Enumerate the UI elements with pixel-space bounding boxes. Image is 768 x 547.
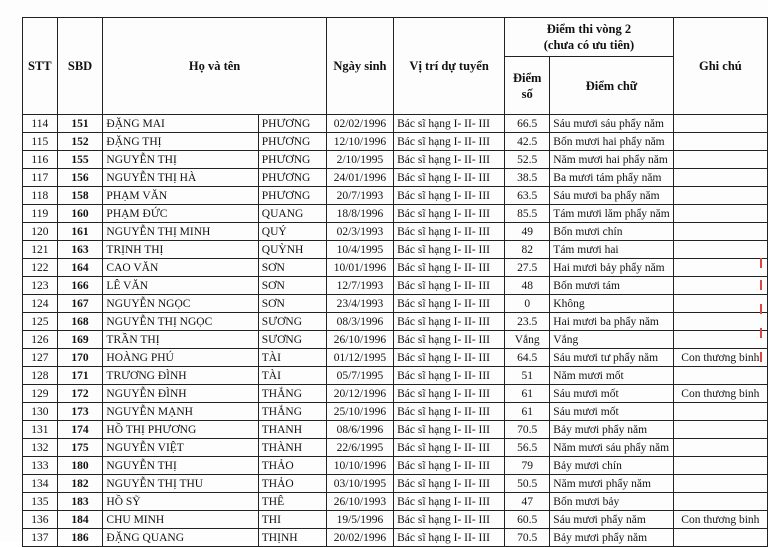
cell-dob: 20/12/1996 <box>326 385 393 403</box>
cell-score: 60.5 <box>505 511 550 529</box>
cell-note <box>673 151 767 169</box>
cell-note <box>673 475 767 493</box>
cell-position: Bác sĩ hạng I- II- III <box>394 475 505 493</box>
cell-first-name: PHƯƠNG <box>258 151 326 169</box>
cell-note <box>673 259 767 277</box>
cell-stt: 134 <box>23 475 58 493</box>
header-score <box>505 57 550 115</box>
table-row <box>23 331 768 349</box>
cell-position: Bác sĩ hạng I- II- III <box>394 403 505 421</box>
cell-score-words: Sáu mươi phẩy năm <box>550 511 673 529</box>
cell-dob: 26/10/1996 <box>326 331 393 349</box>
cell-last-name: HỒ THỊ PHƯƠNG <box>103 421 258 439</box>
cell-stt: 122 <box>23 259 58 277</box>
cell-note <box>673 313 767 331</box>
cell-stt: 127 <box>23 349 58 367</box>
cell-score-words: Bốn mươi bảy <box>550 493 673 511</box>
cell-score: 49 <box>505 223 550 241</box>
cell-first-name: PHƯƠNG <box>258 187 326 205</box>
table-row <box>23 439 768 457</box>
cell-sbd: 160 <box>57 205 103 223</box>
cell-score: 48 <box>505 277 550 295</box>
cell-first-name: SƠN <box>258 259 326 277</box>
cell-first-name: PHƯƠNG <box>258 133 326 151</box>
table-row <box>23 205 768 223</box>
cell-stt: 136 <box>23 511 58 529</box>
cell-stt: 121 <box>23 241 58 259</box>
cell-score: 85.5 <box>505 205 550 223</box>
table-row <box>23 259 768 277</box>
cell-note <box>673 223 767 241</box>
cell-score-words: Hai mươi bảy phẩy năm <box>550 259 673 277</box>
table-row <box>23 223 768 241</box>
cell-position: Bác sĩ hạng I- II- III <box>394 367 505 385</box>
cell-position: Bác sĩ hạng I- II- III <box>394 313 505 331</box>
cell-sbd: 152 <box>57 133 103 151</box>
cell-sbd: 158 <box>57 187 103 205</box>
cell-first-name: SƠN <box>258 295 326 313</box>
cell-dob: 23/4/1993 <box>326 295 393 313</box>
table-row <box>23 493 768 511</box>
cell-position: Bác sĩ hạng I- II- III <box>394 259 505 277</box>
cell-position: Bác sĩ hạng I- II- III <box>394 385 505 403</box>
cell-score-words: Tám mươi hai <box>550 241 673 259</box>
cell-first-name: THÀNH <box>258 439 326 457</box>
cell-note: Con thương binh <box>673 349 767 367</box>
cell-dob: 24/01/1996 <box>326 169 393 187</box>
cell-position: Bác sĩ hạng I- II- III <box>394 493 505 511</box>
cell-dob: 12/10/1996 <box>326 133 393 151</box>
cell-sbd: 184 <box>57 511 103 529</box>
cell-first-name: SƯƠNG <box>258 313 326 331</box>
red-stamp-mark <box>758 258 768 368</box>
cell-stt: 137 <box>23 529 58 547</box>
cell-position: Bác sĩ hạng I- II- III <box>394 439 505 457</box>
cell-sbd: 163 <box>57 241 103 259</box>
cell-stt: 133 <box>23 457 58 475</box>
cell-note <box>673 421 767 439</box>
cell-last-name: TRẦN THỊ <box>103 331 258 349</box>
cell-stt: 128 <box>23 367 58 385</box>
cell-first-name: THẢO <box>258 475 326 493</box>
cell-stt: 130 <box>23 403 58 421</box>
cell-sbd: 186 <box>57 529 103 547</box>
cell-stt: 135 <box>23 493 58 511</box>
cell-first-name: PHƯƠNG <box>258 115 326 133</box>
table-row <box>23 403 768 421</box>
cell-sbd: 166 <box>57 277 103 295</box>
cell-score-words: Bảy mươi phẩy năm <box>550 529 673 547</box>
cell-last-name: CAO VĂN <box>103 259 258 277</box>
header-stt: STT <box>23 18 58 115</box>
results-table <box>22 17 768 547</box>
cell-score: 38.5 <box>505 169 550 187</box>
cell-dob: 08/6/1996 <box>326 421 393 439</box>
cell-sbd: 183 <box>57 493 103 511</box>
cell-score: 61 <box>505 403 550 421</box>
header-round2-title: Điểm thi vòng 2 <box>546 22 632 37</box>
table-row <box>23 151 768 169</box>
cell-last-name: ĐẶNG MAI <box>103 115 258 133</box>
cell-note <box>673 529 767 547</box>
cell-last-name: ĐẶNG THỊ <box>103 133 258 151</box>
cell-first-name: PHƯƠNG <box>258 169 326 187</box>
cell-first-name: QUÝ <box>258 223 326 241</box>
cell-stt: 118 <box>23 187 58 205</box>
cell-sbd: 168 <box>57 313 103 331</box>
cell-score: Vắng <box>505 331 550 349</box>
table-row <box>23 313 768 331</box>
cell-score-words: Bốn mươi chín <box>550 223 673 241</box>
cell-position: Bác sĩ hạng I- II- III <box>394 511 505 529</box>
cell-score: 70.5 <box>505 421 550 439</box>
cell-sbd: 175 <box>57 439 103 457</box>
cell-score-words: Tám mươi lăm phẩy năm <box>550 205 673 223</box>
cell-position: Bác sĩ hạng I- II- III <box>394 295 505 313</box>
cell-dob: 19/5/1996 <box>326 511 393 529</box>
cell-score-words: Sáu mươi sáu phẩy năm <box>550 115 673 133</box>
header-dob: Ngày sinh <box>326 18 393 115</box>
cell-sbd: 151 <box>57 115 103 133</box>
cell-sbd: 170 <box>57 349 103 367</box>
cell-score: 82 <box>505 241 550 259</box>
cell-note <box>673 331 767 349</box>
cell-sbd: 174 <box>57 421 103 439</box>
table-row <box>23 295 768 313</box>
cell-note <box>673 133 767 151</box>
cell-score: 50.5 <box>505 475 550 493</box>
cell-stt: 115 <box>23 133 58 151</box>
cell-last-name: NGUYỄN VIỆT <box>103 439 258 457</box>
cell-stt: 119 <box>23 205 58 223</box>
cell-note <box>673 241 767 259</box>
table-row <box>23 367 768 385</box>
cell-position: Bác sĩ hạng I- II- III <box>394 529 505 547</box>
cell-score-words: Sáu mươi mốt <box>550 403 673 421</box>
cell-dob: 10/10/1996 <box>326 457 393 475</box>
cell-last-name: TRƯƠNG ĐÌNH <box>103 367 258 385</box>
cell-score-words: Vắng <box>550 331 673 349</box>
cell-first-name: THÊ <box>258 493 326 511</box>
cell-stt: 116 <box>23 151 58 169</box>
cell-last-name: HỒ SỸ <box>103 493 258 511</box>
header-score-line1: Điểm <box>512 70 542 85</box>
cell-score: 64.5 <box>505 349 550 367</box>
cell-score: 66.5 <box>505 115 550 133</box>
cell-score: 56.5 <box>505 439 550 457</box>
cell-position: Bác sĩ hạng I- II- III <box>394 331 505 349</box>
cell-note <box>673 169 767 187</box>
cell-sbd: 169 <box>57 331 103 349</box>
cell-score: 79 <box>505 457 550 475</box>
cell-note <box>673 277 767 295</box>
cell-score-words: Sáu mươi tư phẩy năm <box>550 349 673 367</box>
cell-score: 52.5 <box>505 151 550 169</box>
cell-dob: 25/10/1996 <box>326 403 393 421</box>
header-sbd: SBD <box>57 18 103 115</box>
cell-last-name: CHU MINH <box>103 511 258 529</box>
cell-dob: 20/7/1993 <box>326 187 393 205</box>
cell-score: 51 <box>505 367 550 385</box>
cell-first-name: THẮNG <box>258 403 326 421</box>
cell-first-name: SƠN <box>258 277 326 295</box>
cell-stt: 117 <box>23 169 58 187</box>
cell-score-words: Năm mươi hai phẩy năm <box>550 151 673 169</box>
cell-first-name: TÀI <box>258 367 326 385</box>
cell-sbd: 172 <box>57 385 103 403</box>
table-row <box>23 115 768 133</box>
cell-sbd: 180 <box>57 457 103 475</box>
header-score-words: Điểm chữ <box>550 57 673 115</box>
cell-first-name: QUỲNH <box>258 241 326 259</box>
table-row <box>23 529 768 547</box>
cell-score-words: Bốn mươi hai phẩy năm <box>550 133 673 151</box>
cell-sbd: 161 <box>57 223 103 241</box>
cell-stt: 131 <box>23 421 58 439</box>
header-score-line2: số <box>521 86 533 101</box>
cell-score-words: Sáu mươi mốt <box>550 385 673 403</box>
cell-first-name: THI <box>258 511 326 529</box>
cell-dob: 26/10/1993 <box>326 493 393 511</box>
table-row <box>23 169 768 187</box>
cell-position: Bác sĩ hạng I- II- III <box>394 223 505 241</box>
cell-position: Bác sĩ hạng I- II- III <box>394 457 505 475</box>
cell-last-name: NGUYỄN THỊ <box>103 151 258 169</box>
cell-last-name: PHẠM ĐỨC <box>103 205 258 223</box>
cell-note: Con thương binh <box>673 385 767 403</box>
cell-score: 63.5 <box>505 187 550 205</box>
cell-score: 61 <box>505 385 550 403</box>
cell-score: 27.5 <box>505 259 550 277</box>
cell-sbd: 167 <box>57 295 103 313</box>
cell-last-name: NGUYỄN THỊ THU <box>103 475 258 493</box>
cell-score: 42.5 <box>505 133 550 151</box>
cell-first-name: THANH <box>258 421 326 439</box>
header-note: Ghi chú <box>673 18 767 115</box>
header-fullname: Họ và tên <box>103 18 326 115</box>
cell-position: Bác sĩ hạng I- II- III <box>394 187 505 205</box>
header-position: Vị trí dự tuyển <box>394 18 505 115</box>
cell-stt: 126 <box>23 331 58 349</box>
cell-note <box>673 493 767 511</box>
cell-last-name: NGUYỄN THỊ <box>103 457 258 475</box>
cell-position: Bác sĩ hạng I- II- III <box>394 169 505 187</box>
cell-score-words: Năm mươi sáu phẩy năm <box>550 439 673 457</box>
cell-dob: 18/8/1996 <box>326 205 393 223</box>
cell-score: 0 <box>505 295 550 313</box>
cell-score-words: Không <box>550 295 673 313</box>
cell-sbd: 171 <box>57 367 103 385</box>
table-row <box>23 421 768 439</box>
cell-note: Con thương binh <box>673 511 767 529</box>
cell-first-name: QUANG <box>258 205 326 223</box>
cell-dob: 12/7/1993 <box>326 277 393 295</box>
cell-score-words: Bốn mươi tám <box>550 277 673 295</box>
cell-dob: 20/02/1996 <box>326 529 393 547</box>
cell-score-words: Năm mươi phẩy năm <box>550 475 673 493</box>
cell-stt: 132 <box>23 439 58 457</box>
cell-position: Bác sĩ hạng I- II- III <box>394 349 505 367</box>
cell-last-name: TRỊNH THỊ <box>103 241 258 259</box>
cell-position: Bác sĩ hạng I- II- III <box>394 277 505 295</box>
cell-dob: 05/7/1995 <box>326 367 393 385</box>
cell-last-name: NGUYỄN NGỌC <box>103 295 258 313</box>
cell-note <box>673 295 767 313</box>
cell-stt: 125 <box>23 313 58 331</box>
cell-first-name: THẢO <box>258 457 326 475</box>
cell-score-words: Bảy mươi chín <box>550 457 673 475</box>
cell-last-name: LÊ VĂN <box>103 277 258 295</box>
cell-first-name: THẮNG <box>258 385 326 403</box>
cell-score: 23.5 <box>505 313 550 331</box>
cell-first-name: THỊNH <box>258 529 326 547</box>
cell-last-name: ĐẶNG QUANG <box>103 529 258 547</box>
cell-dob: 01/12/1995 <box>326 349 393 367</box>
cell-sbd: 182 <box>57 475 103 493</box>
cell-last-name: HOÀNG PHÚ <box>103 349 258 367</box>
cell-note <box>673 457 767 475</box>
cell-position: Bác sĩ hạng I- II- III <box>394 205 505 223</box>
cell-stt: 114 <box>23 115 58 133</box>
cell-dob: 02/02/1996 <box>326 115 393 133</box>
cell-note <box>673 205 767 223</box>
header-round2 <box>505 18 674 57</box>
cell-last-name: NGUYỄN MẠNH <box>103 403 258 421</box>
cell-sbd: 155 <box>57 151 103 169</box>
cell-dob: 2/10/1995 <box>326 151 393 169</box>
table-row <box>23 349 768 367</box>
cell-note <box>673 115 767 133</box>
table-row <box>23 511 768 529</box>
cell-position: Bác sĩ hạng I- II- III <box>394 151 505 169</box>
cell-last-name: NGUYỄN THỊ NGỌC <box>103 313 258 331</box>
cell-dob: 22/6/1995 <box>326 439 393 457</box>
cell-dob: 03/10/1995 <box>326 475 393 493</box>
cell-note <box>673 367 767 385</box>
cell-sbd: 156 <box>57 169 103 187</box>
cell-stt: 124 <box>23 295 58 313</box>
cell-last-name: NGUYỄN THỊ MINH <box>103 223 258 241</box>
cell-position: Bác sĩ hạng I- II- III <box>394 133 505 151</box>
cell-position: Bác sĩ hạng I- II- III <box>394 115 505 133</box>
cell-note <box>673 403 767 421</box>
cell-score-words: Bảy mươi phẩy năm <box>550 421 673 439</box>
cell-last-name: NGUYỄN THỊ HÀ <box>103 169 258 187</box>
cell-score-words: Ba mươi tám phẩy năm <box>550 169 673 187</box>
table-row <box>23 385 768 403</box>
cell-note <box>673 439 767 457</box>
cell-score-words: Hai mươi ba phẩy năm <box>550 313 673 331</box>
cell-score: 70.5 <box>505 529 550 547</box>
cell-stt: 123 <box>23 277 58 295</box>
table-row <box>23 133 768 151</box>
cell-position: Bác sĩ hạng I- II- III <box>394 241 505 259</box>
table-row <box>23 457 768 475</box>
cell-score-words: Năm mươi mốt <box>550 367 673 385</box>
cell-last-name: PHẠM VĂN <box>103 187 258 205</box>
cell-dob: 08/3/1996 <box>326 313 393 331</box>
table-row <box>23 277 768 295</box>
cell-position: Bác sĩ hạng I- II- III <box>394 421 505 439</box>
cell-stt: 129 <box>23 385 58 403</box>
table-row <box>23 187 768 205</box>
cell-sbd: 173 <box>57 403 103 421</box>
cell-dob: 10/01/1996 <box>326 259 393 277</box>
cell-note <box>673 187 767 205</box>
cell-dob: 02/3/1993 <box>326 223 393 241</box>
cell-score: 47 <box>505 493 550 511</box>
cell-score-words: Sáu mươi ba phẩy năm <box>550 187 673 205</box>
cell-sbd: 164 <box>57 259 103 277</box>
cell-first-name: TÀI <box>258 349 326 367</box>
cell-stt: 120 <box>23 223 58 241</box>
cell-dob: 10/4/1995 <box>326 241 393 259</box>
table-row <box>23 241 768 259</box>
header-round2-note: (chưa có ưu tiên) <box>543 38 635 53</box>
cell-first-name: SƯƠNG <box>258 331 326 349</box>
cell-last-name: NGUYỄN ĐÌNH <box>103 385 258 403</box>
table-row <box>23 475 768 493</box>
